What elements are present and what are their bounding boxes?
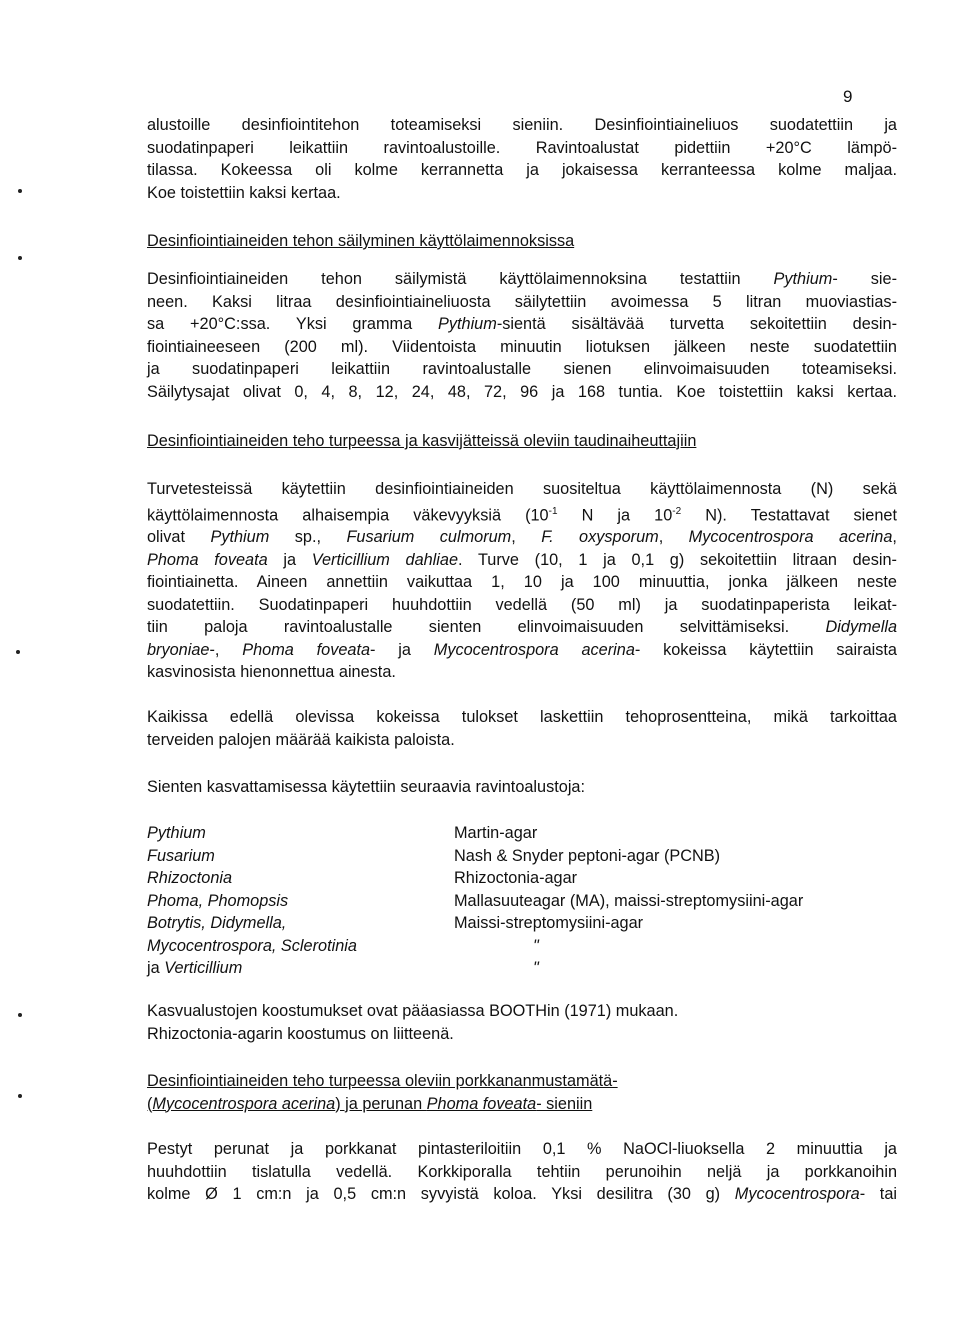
agar-name: Mallasuuteagar (MA), maissi-streptomysiini-agar (454, 891, 804, 910)
heading-line: (Mycocentrospora acerina) ja perunan Phoma foveata- sieniin (147, 1094, 593, 1113)
text-line: olivat Pythium sp., Fusarium culmorum, F. oxysporum, Mycocentrospora acerina, (147, 528, 897, 547)
paragraph-storage-test (147, 268, 897, 403)
text-line: Phoma foveata ja Verticillium dahliae. Turve (10, 1 ja 0,1 g) sekoitettiin litraan desin- (147, 550, 897, 569)
text-line: Kaikissa edellä olevissa kokeissa tulokset laskettiin tehoprosentteina, mikä tarkoittaa (147, 708, 897, 726)
paragraph-intro (147, 114, 897, 204)
paragraph-potato-carrot (147, 1138, 897, 1206)
paragraph-peat-tests (147, 478, 897, 684)
text-line: käyttölaimennosta alhaisempia väkevyyksiä ($10^{-1}$ N ja $10^{-2}$ N). Testattavat sienet (147, 505, 897, 524)
agar-name: Nash & Snyder peptoni-agar (PCNB) (454, 846, 721, 865)
text-line: fiointiainetta. Aineen annettiin vaikuttaa 1, 10 ja 100 minuuttia, jonka jälkeen neste (147, 573, 897, 592)
organism-name: ja Verticillium (147, 959, 243, 977)
ditto-mark: " (533, 959, 539, 977)
text-line: Rhizoctonia-agarin koostumus on liitteenä. (147, 1024, 454, 1043)
list-item (147, 822, 887, 845)
text-line: ja suodatinpaperi leikattiin ravintoalustalle sienen elinvoimaisuuden toteamiseksi. (147, 360, 897, 378)
text-line: huuhdottiin tislatulla vedellä. Korkkiporalla tehtiin perunoihin neljä ja porkkanoihin (147, 1162, 897, 1181)
list-item (147, 935, 887, 958)
text-line: tiin paloja ravintoalustalle sienten elinvoimaisuuden selvittämiseksi. Didymella (147, 618, 897, 637)
section-heading-1: Desinfiointiaineiden tehon säilyminen käyttölaimennoksissa (147, 232, 575, 250)
text-line: kasvinosista hienonnettua ainesta. (147, 663, 396, 682)
list-item (147, 912, 887, 935)
list-item (147, 867, 887, 890)
text-line: Pestyt perunat ja porkkanat pintasteriloitiin 0,1 % NaOCl-liuoksella 2 minuuttia ja (147, 1140, 897, 1158)
text-line: kolme Ø 1 cm:n ja 0,5 cm:n syvyistä koloa. Yksi desilitra (30 g) Mycocentrospora- tai (147, 1185, 897, 1203)
text-line: alustoille desinfiointitehon toteamiseksi sieniin. Desinfiointiaineliuos suodatettiin ja (147, 116, 897, 134)
organism-name: Phoma, Phomopsis (147, 891, 289, 910)
scan-speck (18, 1094, 22, 1098)
scan-speck (18, 256, 22, 260)
organism-name: Mycocentrospora, Sclerotinia (147, 936, 357, 955)
scan-speck (16, 650, 20, 654)
text-line: suodatettiin. Suodatinpaperi huuhdottiin vedellä (50 ml) ja suodatinpaperista leikat- (147, 595, 897, 614)
text-line: sa +20°C:ssa. Yksi gramma Pythium-sientä sisältävää turvetta sekoitettiin desin- (147, 315, 897, 333)
heading-line: Desinfiointiaineiden teho turpeessa oleviin porkkananmustamätä- (147, 1072, 618, 1090)
text-line: Säilytysajat olivat 0, 4, 8, 12, 24, 48, 72, 96 ja 168 tuntia. Koe toistettiin kaksi kertaa. (147, 382, 897, 401)
text-line: Turvetesteissä käytettiin desinfiointiaineiden suositeltua käyttölaimennosta (N) sekä (147, 480, 897, 498)
paragraph-media-composition (147, 1000, 897, 1045)
scan-speck (18, 1013, 22, 1017)
section-heading-3 (147, 1070, 897, 1115)
text-line: tilassa. Kokeessa oli kolme kerrannetta ja jokaisessa kerranteessa kolme maljaa. (147, 161, 897, 179)
text-line: Sienten kasvattamisessa käytettiin seuraavia ravintoalustoja: (147, 778, 586, 796)
text-line: neen. Kaksi litraa desinfiointiaineliuosta säilytettiin avoimessa 5 litran muoviastias- (147, 292, 897, 311)
organism-name: Rhizoctonia (147, 869, 233, 887)
ditto-mark: " (533, 936, 539, 955)
text-line: Koe toistettiin kaksi kertaa. (147, 183, 341, 202)
paragraph-results (147, 706, 897, 751)
agar-name: Martin-agar (454, 824, 538, 842)
text-line: bryoniae-, Phoma foveata- ja Mycocentrospora acerina- kokeissa käytettiin sairaista (147, 640, 897, 659)
paragraph-media-intro (147, 776, 897, 799)
organism-name: Pythium (147, 824, 206, 842)
list-item (147, 845, 887, 868)
culture-media-list (147, 822, 887, 980)
organism-name: Fusarium (147, 846, 215, 865)
text-line: terveiden palojen määrää kaikista paloista. (147, 730, 455, 749)
text-line: Kasvualustojen koostumukset ovat pääasiassa BOOTHin (1971) mukaan. (147, 1002, 679, 1020)
list-item (147, 957, 887, 980)
text-line: Desinfiointiaineiden tehon säilymistä käyttölaimennoksina testattiin Pythium- sie- (147, 270, 897, 288)
text-line: fiointiaineeseen (200 ml). Viidentoista minuutin liotuksen jälkeen neste suodatettiin (147, 337, 897, 356)
list-item (147, 890, 887, 913)
scan-speck (18, 189, 22, 193)
agar-name: Maissi-streptomysiini-agar (454, 914, 644, 932)
organism-name: Botrytis, Didymella, (147, 914, 287, 932)
section-heading-2: Desinfiointiaineiden teho turpeessa ja kasvijätteissä oleviin taudinaiheuttajiin (147, 432, 697, 450)
page-number: 9 (843, 87, 853, 106)
text-line: suodatinpaperi leikattiin ravintoalustoille. Ravintoalustat pidettiin +20°C lämpö- (147, 138, 897, 157)
agar-name: Rhizoctonia-agar (454, 869, 578, 887)
